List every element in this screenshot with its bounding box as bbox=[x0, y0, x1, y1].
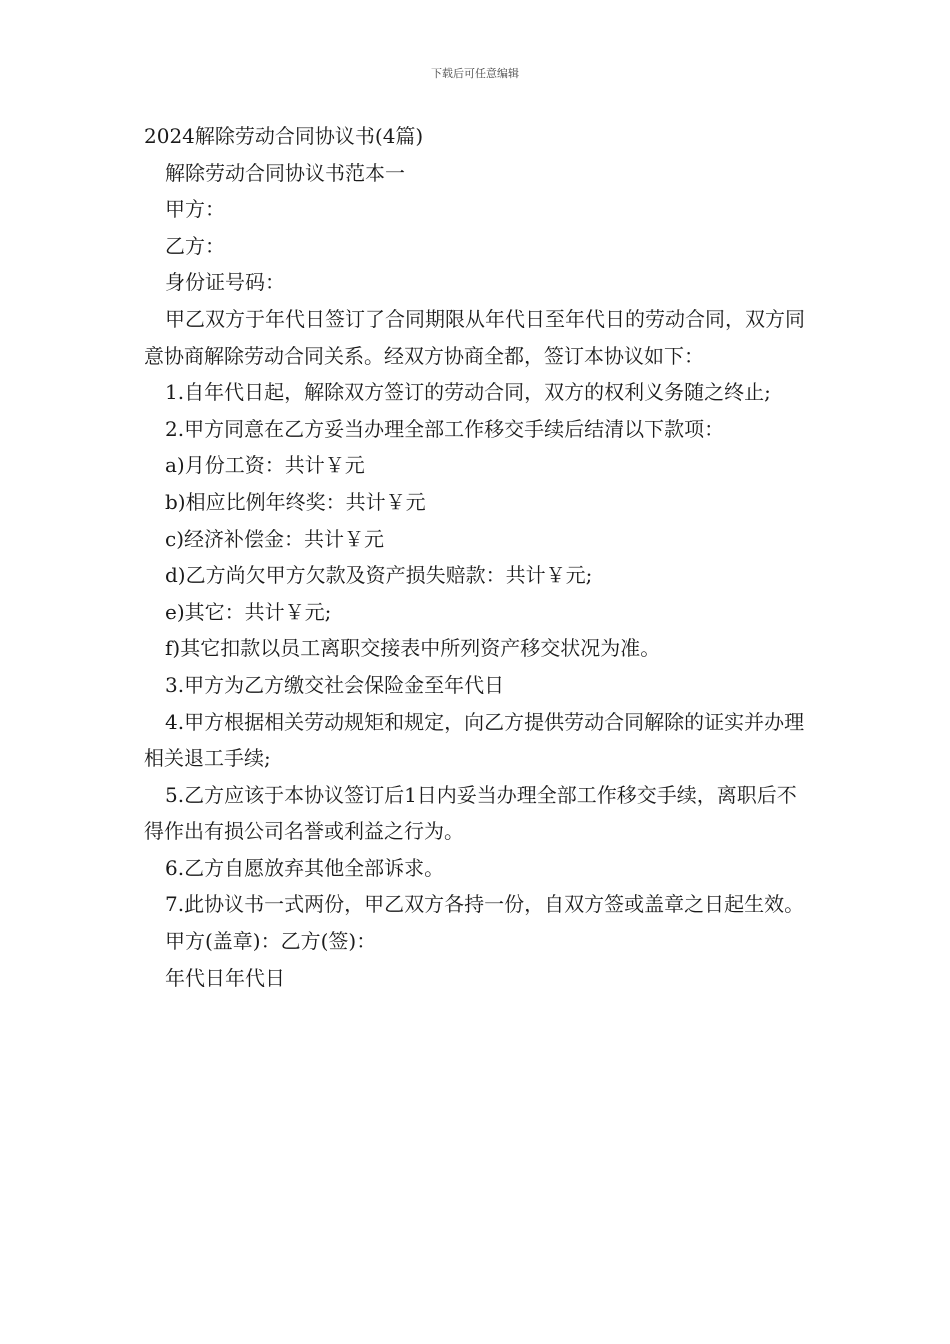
clause-3: 3.甲方为乙方缴交社会保险金至年代日 bbox=[165, 672, 505, 697]
id-number-field: 身份证号码： bbox=[165, 270, 285, 295]
clause-7: 7.此协议书一式两份，甲乙双方各持一份，自双方签或盖章之日起生效。 bbox=[165, 892, 805, 917]
clause-1: 1.自年代日起，解除双方签订的劳动合同，双方的权利义务随之终止; bbox=[165, 380, 771, 405]
clause-2: 2.甲方同意在乙方妥当办理全部工作移交手续后结清以下款项： bbox=[165, 416, 725, 441]
date-line: 年代日年代日 bbox=[165, 965, 285, 990]
clause-2f: f)其它扣款以员工离职交接表中所列资产移交状况为准。 bbox=[165, 636, 661, 661]
document-body bbox=[144, 118, 814, 996]
intro-paragraph: 甲乙双方于年代日签订了合同期限从年代日至年代日的劳动合同，双方同意协商解除劳动合同关系。经双方协商全都，签订本协议如下： bbox=[144, 306, 805, 368]
clause-2a: a)月份工资：共计￥元 bbox=[165, 453, 365, 478]
clause-5: 5.乙方应该于本协议签订后1日内妥当办理全部工作移交手续，离职后不得作出有损公司名誉或利益之行为。 bbox=[144, 782, 797, 844]
clause-2c: c)经济补偿金：共计￥元 bbox=[165, 526, 385, 551]
party-a-field: 甲方： bbox=[165, 197, 225, 222]
clause-2d: d)乙方尚欠甲方欠款及资产损失赔款：共计￥元; bbox=[165, 563, 593, 588]
page-header-note: 下载后可任意编辑 bbox=[431, 67, 519, 80]
signature-line: 甲方(盖章)：乙方(签)： bbox=[165, 929, 377, 954]
clause-2b: b)相应比例年终奖：共计￥元 bbox=[165, 489, 426, 514]
clause-6: 6.乙方自愿放弃其他全部诉求。 bbox=[165, 855, 445, 880]
clause-4: 4.甲方根据相关劳动规矩和规定，向乙方提供劳动合同解除的证实并办理相关退工手续; bbox=[144, 709, 805, 771]
document-subtitle: 解除劳动合同协议书范本一 bbox=[165, 160, 405, 185]
document-title: 2024解除劳动合同协议书(4篇) bbox=[144, 124, 424, 148]
clause-2e: e)其它：共计￥元; bbox=[165, 599, 332, 624]
party-b-field: 乙方： bbox=[165, 233, 225, 258]
